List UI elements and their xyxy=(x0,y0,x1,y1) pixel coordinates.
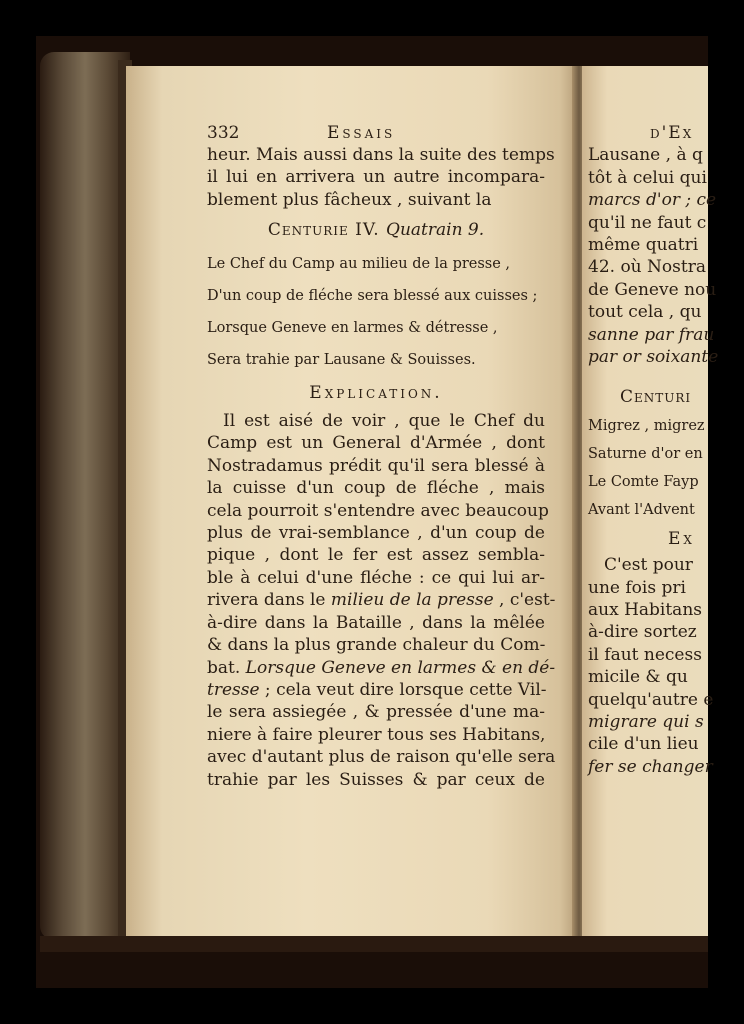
text-line: Camp est un General d'Armée , dont xyxy=(207,433,545,454)
quatrain xyxy=(207,248,545,376)
page-number: 332 xyxy=(207,123,240,143)
text-line: marcs d'or ; ce xyxy=(588,190,717,211)
italic-run: Lorsque Geneve en larmes & en dé- xyxy=(245,657,556,678)
text-line: pique , dont le fer est assez sembla- xyxy=(207,545,545,566)
text-run: ; cela veut dire lorsque cette Vil- xyxy=(259,679,547,700)
quatrain-line: D'un coup de fléche sera blessé aux cuisses ; xyxy=(207,287,538,304)
text-line: le sera assiegée , & pressée d'une ma- xyxy=(207,702,545,723)
quatrain-label: Quatrain 9. xyxy=(386,220,485,241)
text-line: aux Habitans xyxy=(588,600,702,621)
text-line: ble à celui d'une fléche : ce qui lui ar- xyxy=(207,567,545,588)
text-line: de Geneve nou xyxy=(588,279,717,300)
text-line: il faut necess xyxy=(588,644,702,665)
quatrain-line: Le Chef du Camp au milieu de la presse , xyxy=(207,255,511,272)
text-line xyxy=(207,679,545,701)
text-line: à-dire dans la Bataille , dans la mêlée xyxy=(207,612,545,633)
text-line: micile & qu xyxy=(588,667,688,688)
text-line: quelqu'autre e xyxy=(588,689,714,710)
text-line: qu'il ne faut c xyxy=(588,212,707,233)
text-line: trahie par les Suisses & par ceux de xyxy=(207,769,545,790)
book-spine xyxy=(40,52,130,940)
text-run: , c'est- xyxy=(493,590,556,611)
text-line: Nostradamus prédit qu'il sera blessé à xyxy=(207,455,545,476)
text-line: Lausane , à q xyxy=(588,145,703,166)
text-line: & dans la plus grande chaleur du Com- xyxy=(207,635,546,656)
text-line xyxy=(207,657,556,679)
centurie-label: Centurie IV. xyxy=(267,220,380,241)
text-line: niere à faire pleurer tous ses Habitans, xyxy=(207,724,546,745)
text-line xyxy=(207,589,556,611)
text-line: la cuisse d'un coup de fléche , mais xyxy=(207,478,545,499)
text-line: même quatri xyxy=(588,234,699,255)
explication-heading: Ex xyxy=(668,529,695,550)
text-line: il lui en arrivera un autre incompara- xyxy=(207,167,545,188)
text-line: Il est aisé de voir , que le Chef du xyxy=(223,411,545,432)
text-line: blement plus fâcheux , suivant la xyxy=(207,189,492,210)
text-line: fer se changer xyxy=(588,756,713,777)
text-line: cela pourroit s'entendre avec beaucoup xyxy=(207,500,549,521)
text-line: 42. où Nostra xyxy=(588,257,706,278)
text-line: tôt à celui qui xyxy=(588,167,707,188)
text-line: tout cela , qu xyxy=(588,302,702,323)
running-head: Essais xyxy=(327,123,396,143)
book-bottom-edge xyxy=(40,936,708,952)
quatrain-line: Saturne d'or en xyxy=(588,446,703,463)
text-line: heur. Mais aussi dans la suite des temps xyxy=(207,145,555,165)
quatrain-line: Avant l'Advent xyxy=(588,502,695,519)
running-head: d'Ex xyxy=(650,123,694,143)
text-line: une fois pri xyxy=(588,577,686,598)
text-line: sanne par frau xyxy=(588,324,715,345)
text-line: plus de vrai-semblance , d'un coup de xyxy=(207,523,545,544)
centurie-heading: Centuri xyxy=(620,387,692,408)
text-line: migrare qui s xyxy=(588,712,704,733)
text-line: avec d'autant plus de raison qu'elle sera xyxy=(207,747,556,768)
explication-text xyxy=(207,410,556,791)
text-run: rivera dans le xyxy=(207,590,331,611)
text-line: à-dire sortez xyxy=(588,622,697,643)
italic-run: tresse xyxy=(207,679,260,700)
page-header xyxy=(207,122,545,144)
quatrain-line: Sera trahie par Lausane & Souisses. xyxy=(207,351,476,368)
text-line: par or soixante xyxy=(588,346,719,367)
explication-heading: Explication. xyxy=(309,382,443,403)
italic-run: milieu de la presse xyxy=(330,590,494,611)
quatrain-line: Migrez , migrez xyxy=(588,418,705,435)
quatrain-line: Le Comte Fayp xyxy=(588,474,699,491)
text-run: bat. xyxy=(207,657,246,678)
text-line: cile d'un lieu xyxy=(588,734,699,755)
text-line: C'est pour xyxy=(604,555,693,576)
left-page-text xyxy=(207,122,556,791)
right-page-text xyxy=(588,122,744,778)
quatrain-line: Lorsque Geneve en larmes & détresse , xyxy=(207,319,498,336)
centurie-heading xyxy=(207,219,545,241)
